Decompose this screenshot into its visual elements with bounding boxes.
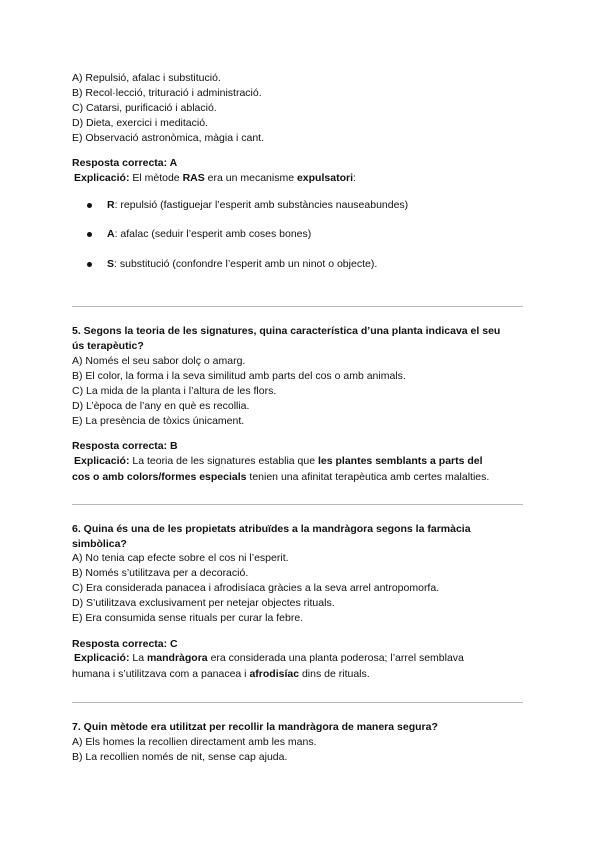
q6-option-d: D) S’utilitzava exclusivament per netejar objectes rituals. — [72, 597, 335, 609]
q4-bullet-list-2 — [92, 227, 522, 242]
q5-correct-answer: Resposta correcta: B — [72, 440, 178, 452]
q6-explanation — [74, 651, 530, 682]
bullet-dot-icon — [87, 232, 92, 237]
q4-option-d: D) Dieta, exercici i meditació. — [72, 117, 208, 129]
q5-question-line-1: 5. Segons la teoria de les signatures, quina característica d’una planta indicava el seu — [72, 325, 501, 337]
q6-option-a: A) No tenia cap efecte sobre el cos ni l’esperit. — [72, 552, 289, 564]
q7-option-a: A) Els homes la recollien directament amb les mans. — [72, 736, 317, 748]
q5-question-line-2: ús terapèutic? — [72, 340, 144, 352]
q4-options — [72, 71, 528, 146]
q4-option-a: A) Repulsió, afalac i substitució. — [72, 72, 221, 84]
q6-options — [72, 551, 528, 626]
q4-bullet-r — [92, 198, 522, 213]
q4-expl-bold-2: expulsatori — [296, 172, 353, 184]
q4-expl-text-3: : — [353, 172, 356, 184]
q6-expl-label: Explicació: — [74, 652, 130, 664]
q7-options — [72, 735, 528, 765]
q6-expl-text-3: humana i s’utilitzava com a panacea i — [72, 667, 250, 680]
divider — [72, 702, 523, 703]
q4-expl-text-1: El mètode — [129, 172, 183, 184]
divider — [72, 504, 523, 505]
q6-expl-text-4: dins de rituals. — [299, 667, 370, 680]
bullet-text: : substitució (confondre l’esperit amb un ninot o objecte). — [114, 258, 378, 270]
q6-expl-bold-2: afrodisíac — [249, 667, 300, 680]
q7-question: 7. Quin mètode era utilitzat per recollir la mandràgora de manera segura? — [72, 721, 438, 733]
q5-expl-text-2: tenien una afinitat terapèutica amb certes malalties. — [246, 470, 490, 483]
q5-option-e: E) La presència de tòxics únicament. — [72, 415, 245, 427]
q4-bullet-list — [92, 198, 522, 213]
bullet-key: R — [107, 199, 115, 211]
q5-expl-bold-2: cos o amb colors/formes especials — [72, 470, 247, 483]
q6-expl-bold-1: mandràgora — [146, 652, 208, 664]
q5-options — [72, 354, 528, 429]
q4-option-b: B) Recol·lecció, trituració i administració. — [72, 87, 262, 99]
q4-option-e: E) Observació astronòmica, màgia i cant. — [72, 132, 264, 144]
q4-expl-bold-1: RAS — [182, 172, 205, 184]
q6-option-b: B) Només s’utilitzava per a decoració. — [72, 567, 249, 579]
bullet-dot-icon — [87, 203, 92, 208]
bullet-text: : afalac (seduir l’esperit amb coses bones) — [114, 228, 312, 240]
q4-correct-answer: Resposta correcta: A — [72, 157, 178, 169]
bullet-dot-icon — [87, 262, 92, 267]
q6-expl-text-2: era considerada una planta poderosa; l’arrel semblava — [207, 652, 464, 664]
q6-question-line-1: 6. Quina és una de les propietats atribuïdes a la mandràgora segons la farmàcia — [72, 523, 471, 535]
q5-option-d: D) L’època de l’any en què es recollia. — [72, 400, 250, 412]
bullet-text: : repulsió (fastiguejar l’esperit amb substàncies nauseabundes) — [114, 199, 409, 211]
q5-explanation — [74, 454, 530, 485]
q4-option-c: C) Catarsi, purificació i ablació. — [72, 102, 217, 114]
q5-expl-bold-1: les plantes semblants a parts del — [318, 455, 483, 467]
q4-bullet-a — [92, 227, 522, 242]
bullet-key: S — [107, 258, 115, 270]
bullet-key: A — [107, 228, 115, 240]
q4-expl-label: Explicació: — [74, 172, 130, 184]
q6-question — [72, 522, 528, 552]
q5-expl-label: Explicació: — [74, 455, 130, 467]
q4-expl-text-2: era un mecanisme — [204, 172, 297, 184]
q4-explanation — [74, 171, 530, 187]
q5-question — [72, 324, 528, 354]
q4-bullet-s — [92, 257, 522, 272]
q6-option-c: C) Era considerada panacea i afrodisíaca gràcies a la seva arrel antropomorfa. — [72, 582, 440, 594]
q6-question-line-2: simbòlica? — [72, 538, 127, 550]
q5-option-a: A) Només el seu sabor dolç o amarg. — [72, 355, 246, 367]
q5-expl-text-1: La teoria de les signatures establia que — [129, 455, 318, 467]
divider — [72, 306, 523, 307]
q6-option-e: E) Era consumida sense rituals per curar la febre. — [72, 612, 304, 624]
q5-option-c: C) La mida de la planta i l’altura de les flors. — [72, 385, 277, 397]
q5-option-b: B) El color, la forma i la seva similitud amb parts del cos o amb animals. — [72, 370, 406, 382]
q6-correct-answer: Resposta correcta: C — [72, 638, 178, 650]
q6-expl-text-1: La — [129, 652, 147, 664]
q4-bullet-list-3 — [92, 257, 522, 272]
q7-option-b: B) La recollien només de nit, sense cap ajuda. — [72, 751, 288, 763]
